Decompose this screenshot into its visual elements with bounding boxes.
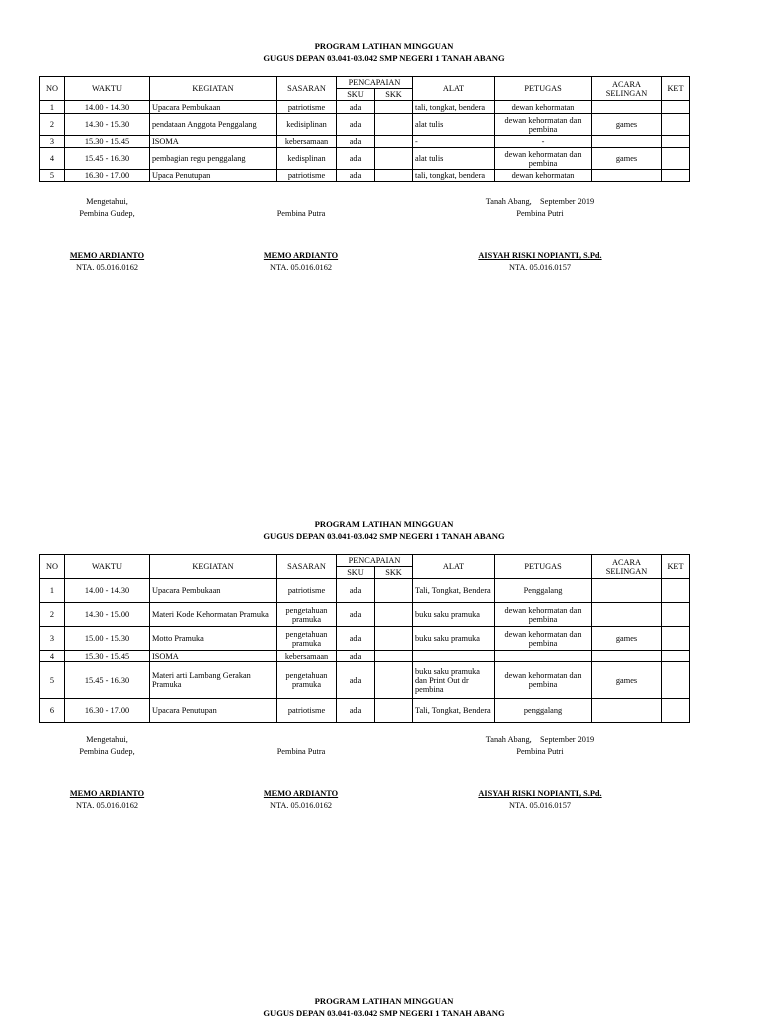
table-row: [40, 651, 690, 662]
pembina-gudep-label: Pembina Gudep,: [79, 209, 135, 218]
section-1-title: [0, 40, 768, 64]
pembina-gudep-label: Pembina Gudep,: [79, 747, 135, 756]
cell-kegiatan: Motto Pramuka: [150, 627, 277, 651]
cell-alat: buku saku pramuka: [413, 603, 495, 627]
cell-waktu: 15.45 - 16.30: [65, 148, 150, 170]
header-waktu: WAKTU: [65, 77, 150, 101]
cell-ket: [662, 603, 690, 627]
header-alat: ALAT: [413, 77, 495, 101]
cell-waktu: 16.30 - 17.00: [65, 170, 150, 182]
header-sasaran: SASARAN: [277, 77, 337, 101]
cell-waktu: 15.45 - 16.30: [65, 662, 150, 699]
header-ket: KET: [662, 555, 690, 579]
cell-acara: [592, 136, 662, 148]
signature-putra: [246, 196, 356, 274]
cell-acara: [592, 603, 662, 627]
cell-no: 4: [40, 148, 65, 170]
header-sku: SKU: [337, 567, 375, 579]
table-row: [40, 662, 690, 699]
cell-kegiatan: Materi Kode Kehormatan Pramuka: [150, 603, 277, 627]
cell-sasaran: pengetahuan pramuka: [277, 662, 337, 699]
header-no: NO: [40, 77, 65, 101]
cell-sasaran: pengetahuan pramuka: [277, 627, 337, 651]
cell-acara: [592, 101, 662, 114]
cell-kegiatan: pembagian regu penggalang: [150, 148, 277, 170]
cell-alat: Tali, Tongkat, Bendera: [413, 579, 495, 603]
cell-no: 1: [40, 101, 65, 114]
header-kegiatan: KEGIATAN: [150, 77, 277, 101]
cell-sku: ada: [337, 603, 375, 627]
cell-petugas: dewan kehormatan: [495, 170, 592, 182]
cell-sku: ada: [337, 699, 375, 723]
cell-kegiatan: Upaca Penutupan: [150, 170, 277, 182]
schedule-table-2: [39, 554, 690, 723]
cell-no: 6: [40, 699, 65, 723]
schedule-table-1: [39, 76, 690, 182]
cell-kegiatan: Materi arti Lambang Gerakan Pramuka: [150, 662, 277, 699]
header-skk: SKK: [375, 567, 413, 579]
pembina-putri-label: Pembina Putri: [516, 747, 564, 756]
header-petugas: PETUGAS: [495, 77, 592, 101]
cell-alat: buku saku pramuka dan Print Out dr pembina: [413, 662, 495, 699]
cell-skk: [375, 627, 413, 651]
cell-no: 1: [40, 579, 65, 603]
cell-waktu: 16.30 - 17.00: [65, 699, 150, 723]
signatory-name: MEMO ARDIANTO: [263, 251, 339, 260]
cell-acara: [592, 651, 662, 662]
cell-no: 2: [40, 603, 65, 627]
signatory-nta: NTA. 05.016.0157: [508, 263, 572, 272]
cell-petugas: dewan kehormatan dan pembina: [495, 627, 592, 651]
pembina-putra-label: Pembina Putra: [276, 209, 326, 218]
cell-sku: ada: [337, 101, 375, 114]
gugus-depan-title: GUGUS DEPAN 03.041-03.042 SMP NEGERI 1 TANAH ABANG: [263, 53, 505, 63]
cell-ket: [662, 101, 690, 114]
cell-acara: games: [592, 148, 662, 170]
cell-alat: alat tulis: [413, 114, 495, 136]
cell-ket: [662, 136, 690, 148]
header-skk: SKK: [375, 89, 413, 101]
table-row: [40, 579, 690, 603]
cell-sku: ada: [337, 114, 375, 136]
header-pencapaian: PENCAPAIAN: [337, 555, 413, 567]
header-alat: ALAT: [413, 555, 495, 579]
signatory-name: MEMO ARDIANTO: [69, 251, 145, 260]
table-row: [40, 136, 690, 148]
cell-petugas: dewan kehormatan dan pembina: [495, 603, 592, 627]
cell-kegiatan: pendataan Anggota Penggalang: [150, 114, 277, 136]
cell-skk: [375, 170, 413, 182]
header-acara-selingan: ACARA SELINGAN: [592, 555, 662, 579]
cell-acara: [592, 699, 662, 723]
cell-no: 5: [40, 662, 65, 699]
mengetahui-label: Mengetahui,: [86, 735, 128, 744]
program-title: PROGRAM LATIHAN MINGGUAN: [314, 41, 454, 51]
table-row: [40, 627, 690, 651]
cell-kegiatan: ISOMA: [150, 651, 277, 662]
cell-ket: [662, 627, 690, 651]
cell-sasaran: patriotisme: [277, 699, 337, 723]
cell-sasaran: kebersamaan: [277, 651, 337, 662]
cell-no: 5: [40, 170, 65, 182]
signatory-nta: NTA. 05.016.0162: [75, 801, 139, 810]
cell-skk: [375, 101, 413, 114]
cell-alat: tali, tongkat, bendera: [413, 101, 495, 114]
cell-skk: [375, 136, 413, 148]
gugus-depan-title: GUGUS DEPAN 03.041-03.042 SMP NEGERI 1 TANAH ABANG: [263, 1008, 505, 1018]
cell-skk: [375, 579, 413, 603]
cell-waktu: 14.30 - 15.00: [65, 603, 150, 627]
cell-sasaran: patriotisme: [277, 101, 337, 114]
cell-waktu: 15.00 - 15.30: [65, 627, 150, 651]
header-pencapaian: PENCAPAIAN: [337, 77, 413, 89]
cell-petugas: dewan kehormatan: [495, 101, 592, 114]
cell-petugas: Penggalang: [495, 579, 592, 603]
cell-sku: ada: [337, 662, 375, 699]
cell-alat: -: [413, 136, 495, 148]
table-row: [40, 114, 690, 136]
cell-waktu: 15.30 - 15.45: [65, 651, 150, 662]
table-row: [40, 101, 690, 114]
cell-sasaran: kebersamaan: [277, 136, 337, 148]
pembina-putra-label: Pembina Putra: [276, 747, 326, 756]
cell-kegiatan: Upacara Pembukaan: [150, 579, 277, 603]
header-waktu: WAKTU: [65, 555, 150, 579]
table-row: [40, 170, 690, 182]
cell-alat: Tali, Tongkat, Bendera: [413, 699, 495, 723]
cell-sku: ada: [337, 170, 375, 182]
date-label: Tanah Abang, September 2019: [485, 735, 595, 744]
cell-ket: [662, 114, 690, 136]
signature-putra: [246, 734, 356, 812]
cell-waktu: 15.30 - 15.45: [65, 136, 150, 148]
signatory-name: MEMO ARDIANTO: [263, 789, 339, 798]
table-row: [40, 148, 690, 170]
signatory-nta: NTA. 05.016.0162: [75, 263, 139, 272]
cell-acara: [592, 170, 662, 182]
cell-ket: [662, 651, 690, 662]
cell-ket: [662, 579, 690, 603]
signatory-name: AISYAH RISKI NOPIANTI, S.Pd.: [478, 251, 602, 260]
table-row: [40, 699, 690, 723]
cell-acara: games: [592, 662, 662, 699]
cell-alat: tali, tongkat, bendera: [413, 170, 495, 182]
header-kegiatan: KEGIATAN: [150, 555, 277, 579]
cell-ket: [662, 699, 690, 723]
cell-sasaran: kedisplinan: [277, 148, 337, 170]
signatory-name: MEMO ARDIANTO: [69, 789, 145, 798]
signatory-nta: NTA. 05.016.0162: [269, 801, 333, 810]
cell-skk: [375, 699, 413, 723]
header-sasaran: SASARAN: [277, 555, 337, 579]
cell-kegiatan: Upacara Pembukaan: [150, 101, 277, 114]
cell-no: 3: [40, 627, 65, 651]
cell-kegiatan: Upacara Penutupan: [150, 699, 277, 723]
cell-sku: ada: [337, 627, 375, 651]
header-acara-selingan: ACARA SELINGAN: [592, 77, 662, 101]
cell-sasaran: kedisiplinan: [277, 114, 337, 136]
cell-kegiatan: ISOMA: [150, 136, 277, 148]
cell-alat: [413, 651, 495, 662]
cell-acara: [592, 579, 662, 603]
signature-putri: [455, 734, 625, 812]
cell-sku: ada: [337, 579, 375, 603]
gugus-depan-title: GUGUS DEPAN 03.041-03.042 SMP NEGERI 1 TANAH ABANG: [263, 531, 505, 541]
cell-no: 4: [40, 651, 65, 662]
table-row: [40, 603, 690, 627]
cell-sku: ada: [337, 651, 375, 662]
cell-sasaran: patriotisme: [277, 579, 337, 603]
signatory-name: AISYAH RISKI NOPIANTI, S.Pd.: [478, 789, 602, 798]
cell-waktu: 14.00 - 14.30: [65, 579, 150, 603]
cell-no: 3: [40, 136, 65, 148]
section-2-title: [0, 518, 768, 542]
cell-petugas: [495, 651, 592, 662]
signatory-nta: NTA. 05.016.0157: [508, 801, 572, 810]
program-title: PROGRAM LATIHAN MINGGUAN: [314, 519, 454, 529]
signature-gudep: [57, 734, 157, 812]
cell-petugas: dewan kehormatan dan pembina: [495, 114, 592, 136]
section-3-title: [0, 995, 768, 1019]
cell-skk: [375, 114, 413, 136]
cell-ket: [662, 170, 690, 182]
cell-sku: ada: [337, 148, 375, 170]
cell-petugas: dewan kehormatan dan pembina: [495, 148, 592, 170]
program-title: PROGRAM LATIHAN MINGGUAN: [314, 996, 454, 1006]
signature-putri: [455, 196, 625, 274]
pembina-putri-label: Pembina Putri: [516, 209, 564, 218]
mengetahui-label: Mengetahui,: [86, 197, 128, 206]
date-label: Tanah Abang, September 2019: [485, 197, 595, 206]
cell-skk: [375, 603, 413, 627]
cell-no: 2: [40, 114, 65, 136]
cell-skk: [375, 148, 413, 170]
cell-waktu: 14.00 - 14.30: [65, 101, 150, 114]
cell-sasaran: patriotisme: [277, 170, 337, 182]
cell-skk: [375, 651, 413, 662]
header-ket: KET: [662, 77, 690, 101]
header-petugas: PETUGAS: [495, 555, 592, 579]
cell-petugas: dewan kehormatan dan pembina: [495, 662, 592, 699]
cell-acara: games: [592, 114, 662, 136]
header-sku: SKU: [337, 89, 375, 101]
signatory-nta: NTA. 05.016.0162: [269, 263, 333, 272]
cell-skk: [375, 662, 413, 699]
cell-ket: [662, 662, 690, 699]
cell-sku: ada: [337, 136, 375, 148]
header-no: NO: [40, 555, 65, 579]
cell-sasaran: pengetahuan pramuka: [277, 603, 337, 627]
cell-waktu: 14.30 - 15.30: [65, 114, 150, 136]
cell-alat: alat tulis: [413, 148, 495, 170]
cell-acara: games: [592, 627, 662, 651]
signature-gudep: [57, 196, 157, 274]
cell-petugas: penggalang: [495, 699, 592, 723]
cell-alat: buku saku pramuka: [413, 627, 495, 651]
cell-petugas: -: [495, 136, 592, 148]
cell-ket: [662, 148, 690, 170]
